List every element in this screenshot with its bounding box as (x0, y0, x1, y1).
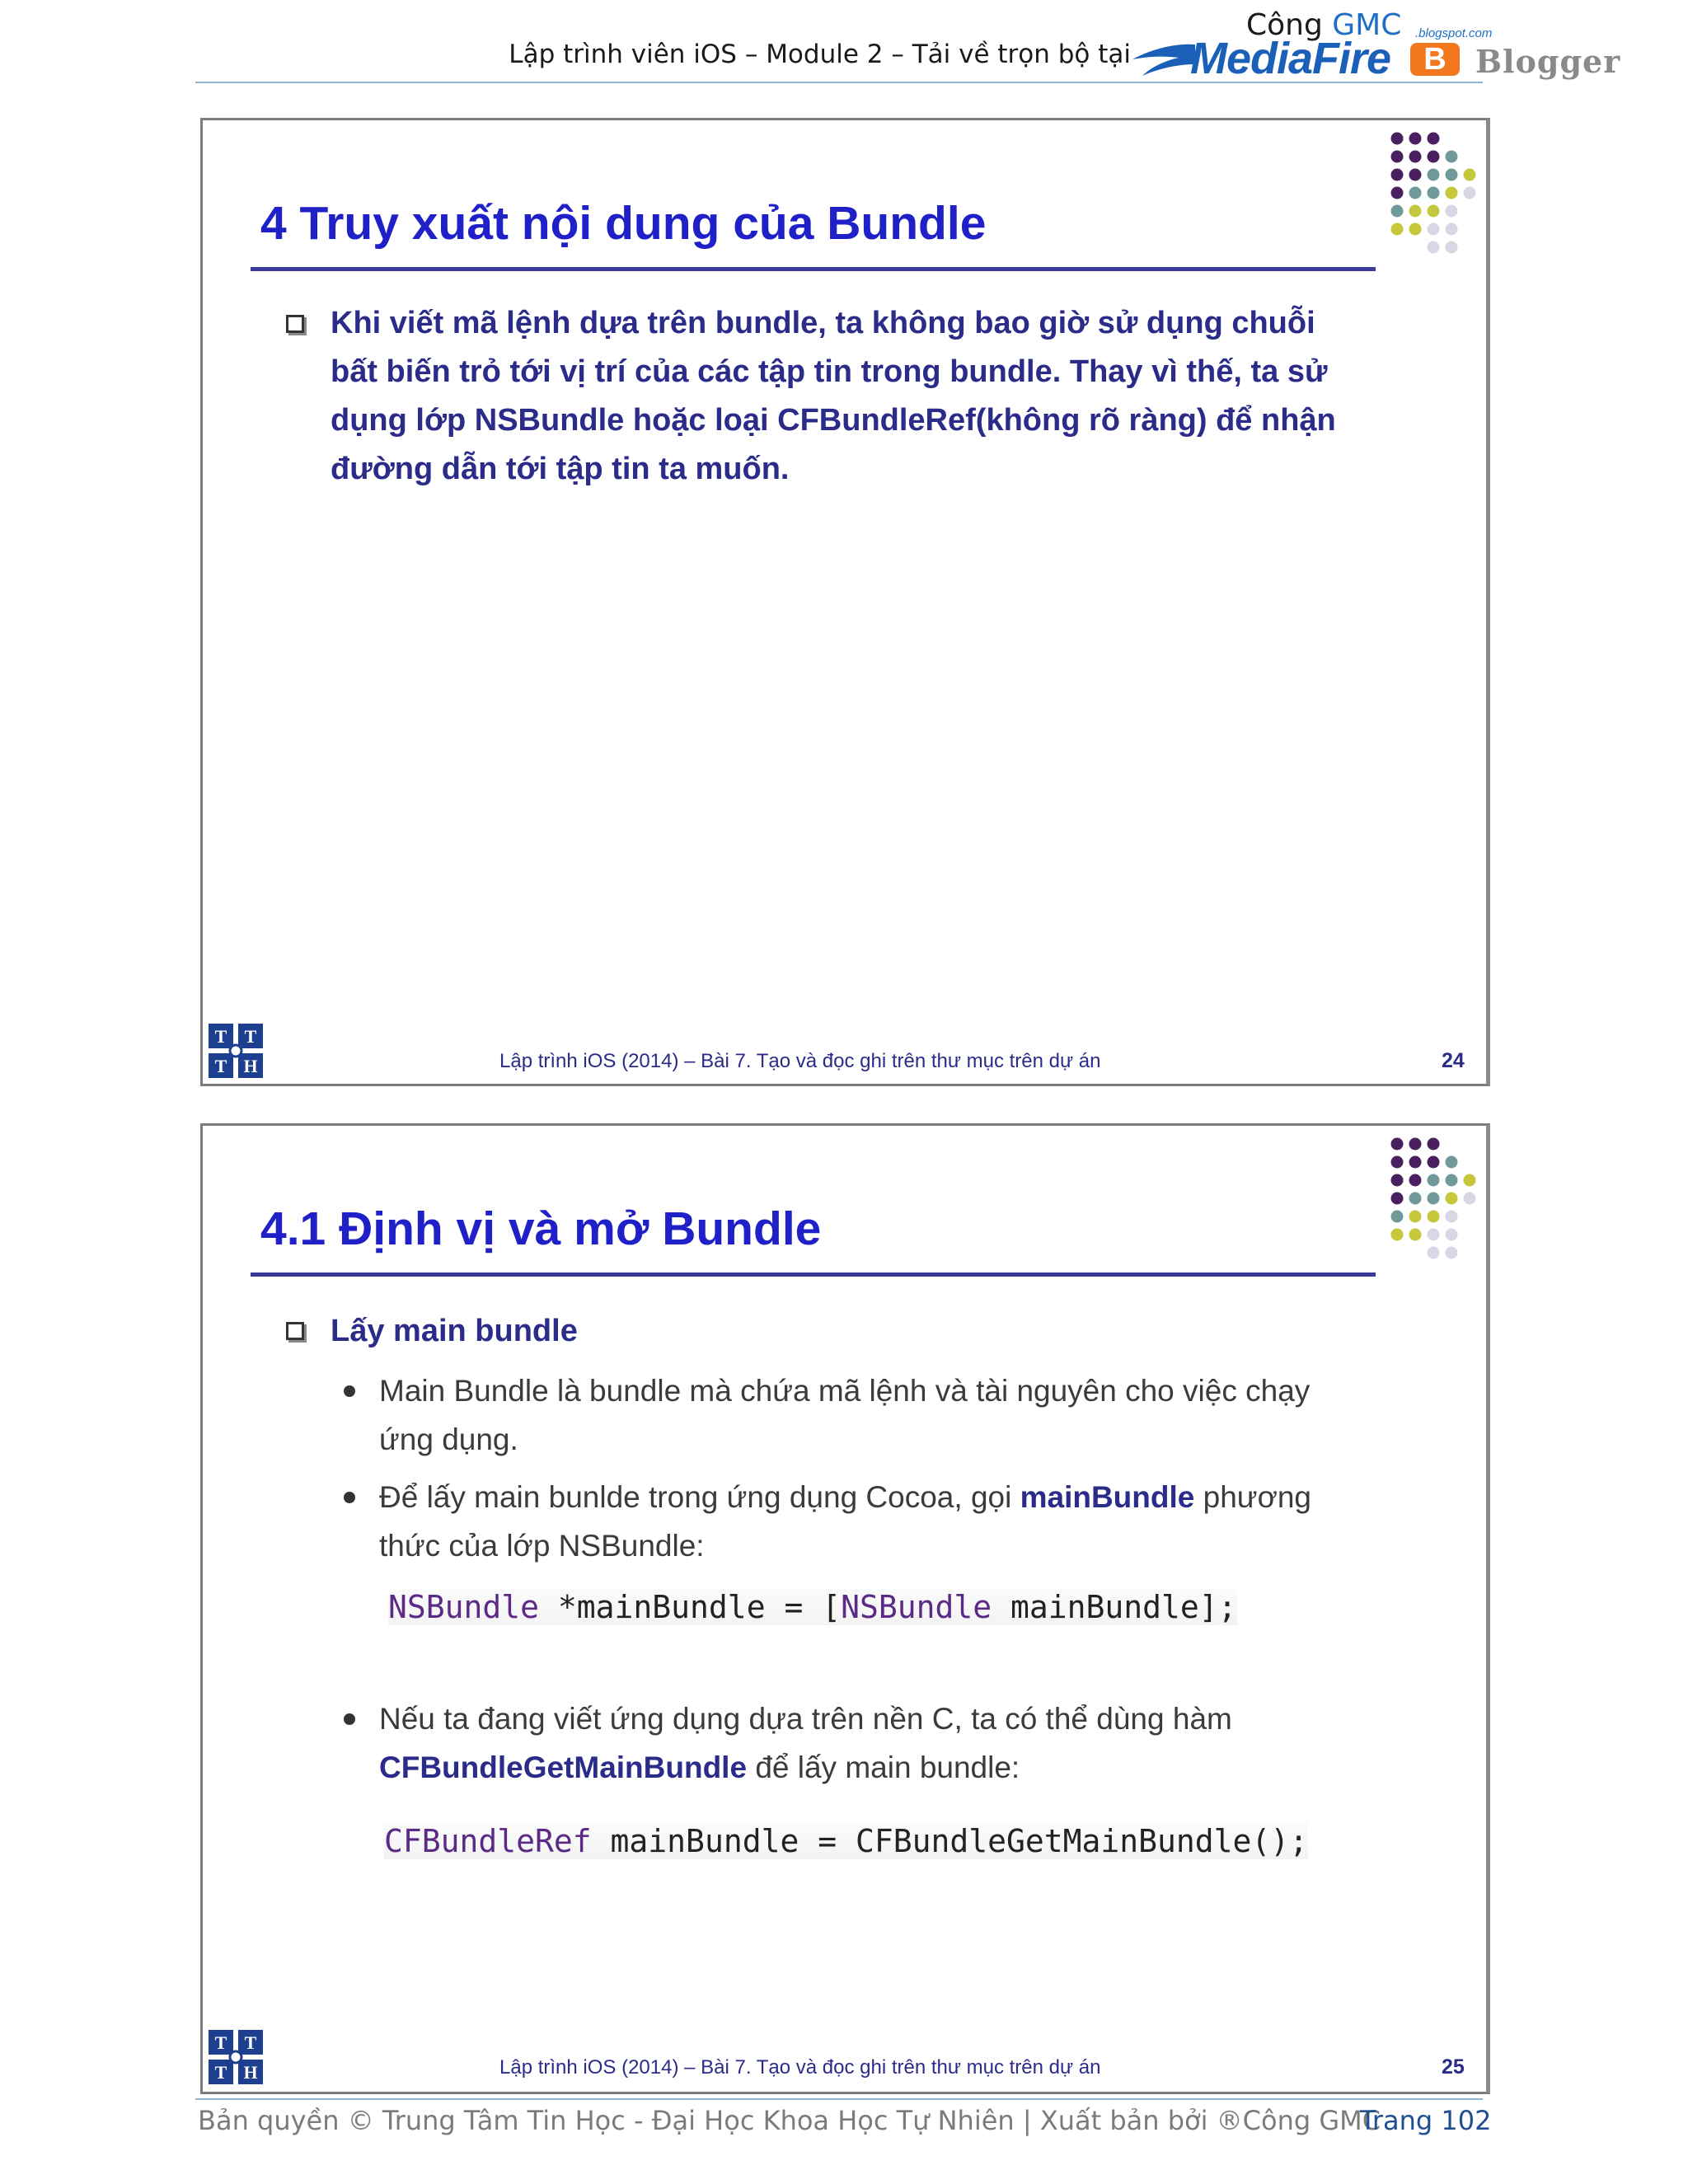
decor-dot (1391, 1138, 1404, 1151)
sub-bullet-dot-icon (344, 1492, 355, 1503)
decor-dot (1446, 169, 1458, 181)
blogger-icon: B (1410, 43, 1460, 76)
decor-dot (1391, 151, 1404, 163)
decor-dot (1428, 151, 1440, 163)
tth-logo-icon (207, 2028, 265, 2086)
decor-dot (1428, 133, 1440, 145)
decor-dot (1391, 1211, 1404, 1223)
sub-bullet-1-line-1: Main Bundle là bundle mà chứa mã lệnh và tài nguyên cho việc chạy (379, 1374, 1311, 1408)
decor-dot (1446, 187, 1458, 199)
sub-bullet-dot-icon (344, 1713, 355, 1725)
decor-dot (1446, 241, 1458, 254)
logo-mediafire: MediaFire (1190, 34, 1391, 83)
sub-bullet-1-line-2: ứng dụng. (379, 1422, 518, 1456)
bullet-line-3: dụng lớp NSBundle hoặc loại CFBundleRef(không rõ ràng) để nhận (331, 403, 1336, 438)
slide-footer: Lập trình iOS (2014) – Bài 7. Tạo và đọc ghi trên thư mục trên dự án (499, 2056, 1101, 2079)
decor-dot (1446, 1193, 1458, 1205)
decor-dot (1409, 1174, 1422, 1187)
sub-bullet-2-line-2: thức của lớp NSBundle: (379, 1529, 705, 1563)
footer-copyright: Bản quyền © Trung Tâm Tin Học - Đại Học Khoa Học Tự Nhiên | Xuất bản bởi ®Công GMC (198, 2105, 1381, 2136)
decor-dot (1464, 169, 1476, 181)
decor-dot (1446, 1174, 1458, 1187)
code-main-bundle: NSBundle *mainBundle = [NSBundle mainBundle]; (388, 1589, 1237, 1625)
logo-blogger: Blogger (1475, 43, 1621, 80)
tth-letter: H (243, 1056, 258, 1076)
decor-dot (1391, 1174, 1404, 1187)
bullet-line-4: đường dẫn tới tập tin ta muốn. (331, 452, 790, 486)
decor-dot (1391, 169, 1404, 181)
decor-dot (1428, 241, 1440, 254)
tth-letter: H (243, 2062, 258, 2083)
bullet-square-icon (286, 1322, 304, 1340)
decor-dot (1409, 169, 1422, 181)
decor-dot (1446, 1229, 1458, 1241)
decor-dot (1446, 1156, 1458, 1169)
decor-dot (1409, 1229, 1422, 1241)
code-cf-main-bundle: CFBundleRef mainBundle = CFBundleGetMainBundle(); (384, 1823, 1309, 1859)
decor-dot (1428, 1229, 1440, 1241)
header-rule (195, 82, 1483, 83)
sub-bullet-dot-icon (344, 1385, 355, 1397)
decor-dot (1409, 1193, 1422, 1205)
footer-page-number: Trang 102 (1360, 2105, 1492, 2136)
title-rule (251, 267, 1376, 271)
title-rule (251, 1272, 1376, 1277)
slide-number: 25 (1442, 2055, 1465, 2079)
decor-dot (1409, 1138, 1422, 1151)
slide-title: 4.1 Định vị và mở Bundle (260, 1202, 822, 1255)
decor-dot (1391, 133, 1404, 145)
mediafire-swoosh-icon (1131, 36, 1197, 77)
tth-letter: T (214, 1056, 227, 1076)
decor-dot (1391, 1229, 1404, 1241)
decor-dot (1391, 1193, 1404, 1205)
tth-letter: T (244, 2032, 257, 2053)
decor-dot (1409, 133, 1422, 145)
decor-dot (1428, 187, 1440, 199)
decor-dot (1391, 205, 1404, 218)
dot-pattern-decoration (1387, 129, 1478, 269)
decor-dot (1464, 1174, 1476, 1187)
slide-24 (200, 118, 1490, 1086)
decor-dot (1428, 223, 1440, 236)
tth-logo-icon (207, 1022, 265, 1080)
bullet-line-1: Khi viết mã lệnh dựa trên bundle, ta không bao giờ sử dụng chuỗi (331, 306, 1315, 340)
decor-dot (1409, 223, 1422, 236)
decor-dot (1428, 1193, 1440, 1205)
bullet-line-2: bất biến trỏ tới vị trí của các tập tin trong bundle. Thay vì thế, ta sử (331, 354, 1328, 389)
decor-dot (1409, 205, 1422, 218)
slide-title: 4 Truy xuất nội dung của Bundle (260, 197, 987, 250)
sub-bullet-3-line-2: CFBundleGetMainBundle để lấy main bundle: (379, 1750, 1020, 1784)
tth-center (230, 1045, 241, 1057)
decor-dot (1409, 187, 1422, 199)
decor-dot (1446, 205, 1458, 218)
decor-dot (1428, 169, 1440, 181)
decor-dot (1409, 151, 1422, 163)
tth-letter: T (214, 2062, 227, 2083)
decor-dot (1446, 223, 1458, 236)
decor-dot (1446, 151, 1458, 163)
decor-dot (1428, 1211, 1440, 1223)
decor-dot (1464, 1193, 1476, 1205)
cong-gmc-logo[interactable] (1131, 5, 1658, 81)
sub-bullet-3-line-1: Nếu ta đang viết ứng dụng dựa trên nền C, ta có thể dùng hàm (379, 1702, 1232, 1736)
decor-dot (1464, 187, 1476, 199)
tth-letter: T (244, 1026, 257, 1047)
logo-domain: .blogspot.com (1415, 26, 1493, 40)
tth-letter: T (214, 2032, 227, 2053)
decor-dot (1409, 1156, 1422, 1169)
decor-dot (1428, 1156, 1440, 1169)
footer-rule (195, 2098, 1483, 2100)
decor-dot (1391, 223, 1404, 236)
decor-dot (1409, 1211, 1422, 1223)
logo-site-name: Công GMC (1246, 8, 1402, 42)
slide-number: 24 (1442, 1049, 1465, 1072)
decor-dot (1428, 205, 1440, 218)
dot-pattern-decoration (1387, 1134, 1478, 1274)
tth-letter: T (214, 1026, 227, 1047)
decor-dot (1428, 1247, 1440, 1259)
page-header-text: Lập trình viên iOS – Module 2 – Tải về trọn bộ tại (509, 40, 1131, 69)
slide-footer: Lập trình iOS (2014) – Bài 7. Tạo và đọc ghi trên thư mục trên dự án (499, 1050, 1101, 1072)
tth-center (230, 2051, 241, 2063)
slide-25 (200, 1123, 1490, 2094)
decor-dot (1428, 1138, 1440, 1151)
bullet-square-icon (286, 315, 304, 333)
decor-dot (1446, 1211, 1458, 1223)
decor-dot (1391, 187, 1404, 199)
decor-dot (1446, 1247, 1458, 1259)
decor-dot (1428, 1174, 1440, 1187)
decor-dot (1391, 1156, 1404, 1169)
bullet-main-bundle: Lấy main bundle (331, 1314, 578, 1348)
sub-bullet-2-line-1: Để lấy main bunlde trong ứng dụng Cocoa, gọi mainBundle phương (379, 1480, 1311, 1514)
